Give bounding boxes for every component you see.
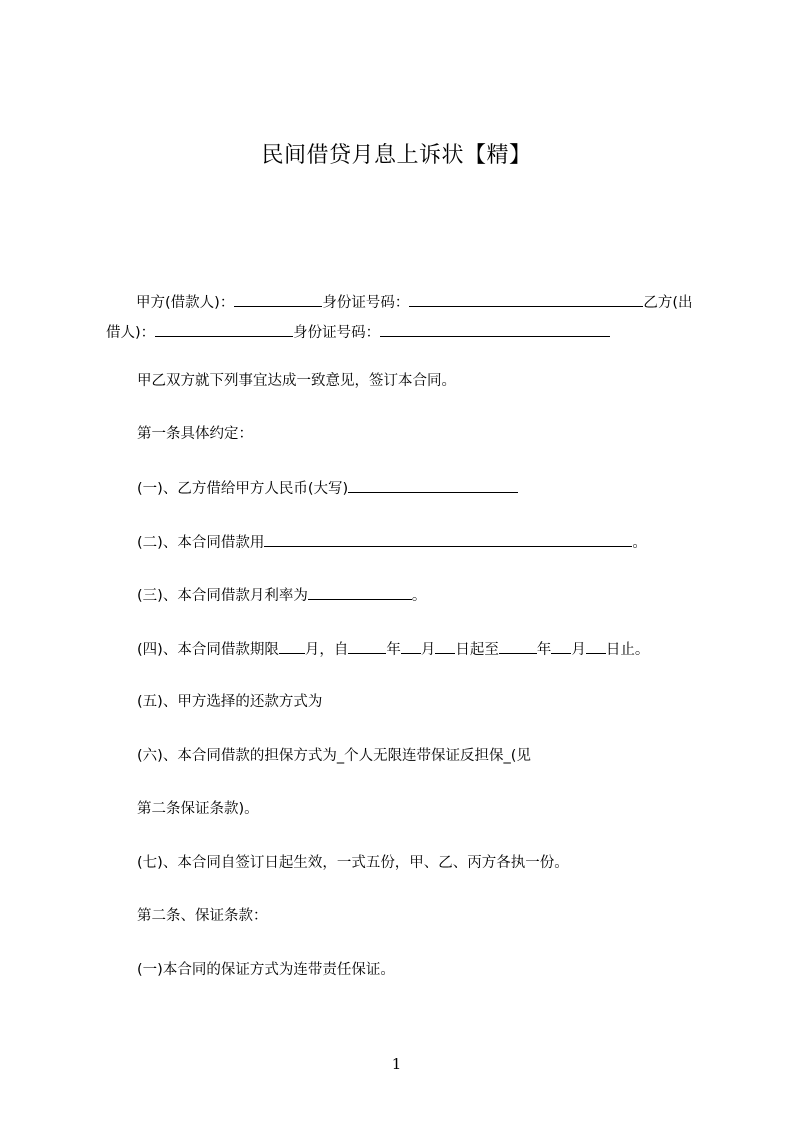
item3-rate-blank[interactable] (308, 584, 412, 600)
item2-end: 。 (632, 535, 647, 551)
item2-text: (二)、本合同借款用 (137, 535, 265, 551)
end-day-blank[interactable] (586, 638, 606, 654)
party-a-id-blank[interactable] (409, 291, 643, 307)
page-title: 民间借贷月息上诉状【精】 (261, 143, 532, 168)
item1-paragraph (137, 477, 518, 500)
start-month-blank[interactable] (401, 638, 421, 654)
item2-paragraph (137, 531, 647, 554)
parties-block (106, 288, 706, 348)
item3-end: 。 (411, 588, 427, 604)
party-a-label: 甲方(借款人)： (136, 295, 235, 311)
party-a-name-blank[interactable] (234, 291, 322, 307)
party-b-name-blank[interactable] (155, 321, 293, 337)
item6-continuation: 第二条保证条款)。 (137, 801, 259, 817)
start-year-blank[interactable] (348, 638, 386, 654)
article2-heading: 第二条、保证条款： (137, 908, 268, 924)
id-label-1: 身份证号码： (322, 295, 410, 311)
item3-text: (三)、本合同借款月利率为 (137, 588, 308, 604)
item1-text: (一)、乙方借给甲方人民币(大写) (137, 481, 349, 497)
item5-paragraph: (五)、甲方选择的还款方式为 (137, 694, 323, 710)
item4-e: 日起至 (455, 642, 499, 658)
end-year-blank[interactable] (499, 638, 537, 654)
party-b-id-blank[interactable] (380, 321, 610, 337)
item4-b: 月，自 (304, 642, 349, 658)
item7-paragraph: (七)、本合同自签订日起生效，一式五份，甲、乙、丙方各执一份。 (137, 855, 569, 871)
start-day-blank[interactable] (435, 638, 455, 654)
guarantee1-paragraph: (一)本合同的保证方式为连带责任保证。 (137, 962, 395, 978)
intro-paragraph: 甲乙双方就下列事宜达成一致意见，签订本合同。 (137, 373, 456, 389)
party-b-label: 乙方(出借人)： (106, 295, 693, 341)
item4-a: (四)、本合同借款期限 (137, 642, 279, 658)
item4-g: 月 (571, 642, 586, 658)
item4-c: 年 (386, 642, 401, 658)
item3-paragraph (137, 584, 426, 607)
item4-h: 日止。 (605, 642, 650, 658)
item4-paragraph (137, 638, 649, 661)
page-number: 1 (391, 1055, 402, 1073)
item2-purpose-blank[interactable] (264, 531, 632, 547)
term-months-blank[interactable] (279, 638, 305, 654)
article1-heading: 第一条具体约定： (137, 426, 253, 442)
id-label-2: 身份证号码： (293, 325, 381, 341)
end-month-blank[interactable] (551, 638, 571, 654)
item1-amount-blank[interactable] (348, 477, 518, 493)
item4-d: 月 (420, 642, 436, 658)
item6-paragraph: (六)、本合同借款的担保方式为_个人无限连带保证反担保_(见 (137, 748, 531, 764)
item4-f: 年 (536, 642, 552, 658)
